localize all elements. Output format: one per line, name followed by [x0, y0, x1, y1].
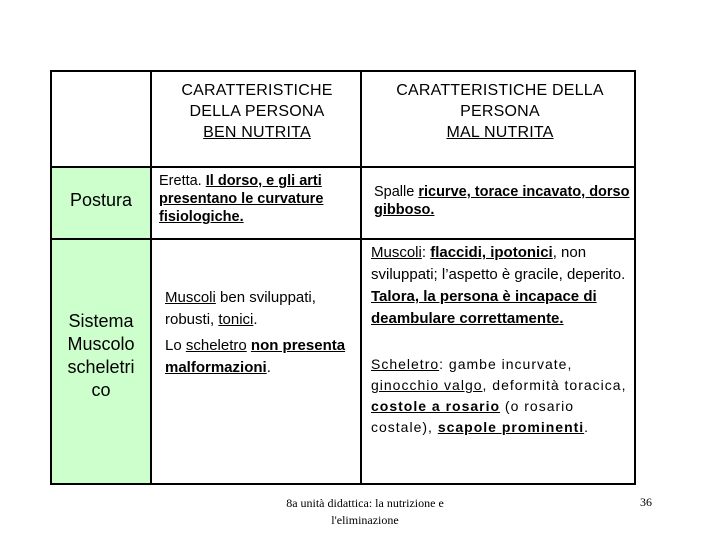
row-label-postura: Postura — [69, 190, 133, 210]
footer-line2: l'eliminazione — [331, 513, 399, 527]
scapole-prominenti: scapole prominenti — [437, 419, 585, 435]
flaccidi-ipotonici: flaccidi, ipotonici — [430, 244, 553, 261]
scheletro-mal-period: . — [584, 419, 590, 435]
tonici-word: tonici — [218, 311, 254, 328]
characteristics-table — [50, 70, 636, 485]
muscoli-mal-text: , non sviluppati; l’aspetto è gracile, deperito. — [371, 244, 626, 283]
header-ben-nutrita — [152, 72, 362, 168]
non-presenta-malformazioni: non presenta malformazioni — [165, 337, 346, 376]
scheletro-mal-paragraph — [371, 354, 633, 438]
row-label-line2: Muscolo — [67, 334, 135, 354]
row-label-postura-cell — [52, 168, 152, 240]
rosario-costale: (o rosario costale), — [371, 398, 575, 435]
header-col2-text: CARATTERISTICHE DELLA PERSONA — [396, 82, 604, 120]
gambe-incurvate: : gambe incurvate, — [439, 356, 573, 372]
row-label-line4: co — [91, 380, 111, 400]
row-label-line1: Sistema — [68, 311, 134, 331]
sistema-ben-nutrita — [152, 240, 362, 483]
header-mal-nutrita — [362, 72, 634, 168]
muscoli-ben-text: ben sviluppati, robusti, — [165, 289, 316, 328]
row-label-sistema-cell — [52, 240, 152, 483]
scheletro-mal-word: Scheletro — [371, 356, 440, 372]
scheletro-word: scheletro — [185, 337, 247, 354]
muscoli-ben-period: . — [253, 311, 258, 328]
postura-col1-emphasis: Il dorso, e gli arti presentano le curvature fisiologiche. — [159, 173, 324, 225]
postura-col1-plain: Eretta. — [159, 173, 202, 189]
scheletro-ben-period: . — [266, 359, 271, 376]
postura-col2-plain: Spalle — [374, 184, 415, 200]
muscoli-mal-paragraph — [371, 242, 633, 330]
table-corner-cell — [52, 72, 152, 168]
sistema-mal-nutrita — [362, 240, 634, 483]
muscoli-mal-word: Muscoli — [371, 244, 422, 261]
scheletro-ben-lo: Lo — [165, 337, 186, 354]
scheletro-ben-paragraph — [165, 335, 357, 379]
muscoli-ben-paragraph — [165, 287, 357, 331]
ginocchio-valgo: ginocchio valgo — [371, 377, 483, 393]
postura-mal-nutrita — [362, 168, 634, 240]
muscoli-word: Muscoli — [165, 289, 216, 306]
slide-footer — [245, 495, 485, 529]
row-label-sistema — [52, 310, 150, 402]
header-col2-underlined: MAL NUTRITA — [446, 124, 554, 141]
header-col1-underlined: BEN NUTRITA — [203, 124, 311, 141]
deformita-toracica: , deformità toracica, — [482, 377, 627, 393]
postura-ben-nutrita — [152, 168, 362, 240]
muscoli-mal-colon: : — [421, 244, 431, 261]
postura-col2-emphasis: ricurve, torace incavato, dorso gibboso. — [374, 184, 630, 218]
costole-a-rosario: costole a rosario — [371, 398, 501, 414]
row-label-line3: scheletri — [67, 357, 135, 377]
page-number: 36 — [640, 495, 652, 509]
footer-line1: 8a unità didattica: la nutrizione e — [286, 496, 444, 510]
header-col1-text: CARATTERISTICHE DELLA PERSONA — [181, 82, 333, 120]
incapace-deambulare: Talora, la persona è incapace di deambulare correttamente. — [371, 288, 597, 327]
